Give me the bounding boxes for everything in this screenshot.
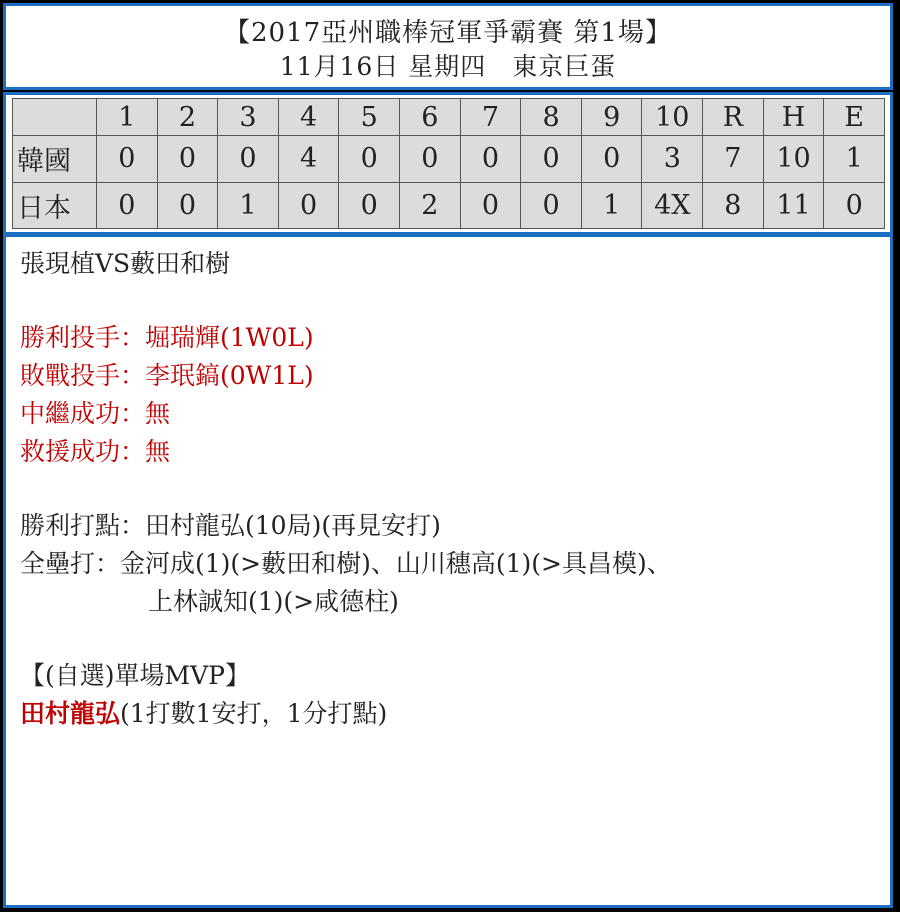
inning-score: 1 [218,182,279,228]
scoreboard-row-japan [13,182,885,228]
spacer [20,471,876,507]
scoreboard-header-row [13,99,885,136]
header-cell: 4 [278,99,339,136]
header-cell: 9 [581,99,642,136]
inning-score: 4 [278,136,339,182]
save-pitcher: 救援成功：無 [20,437,171,466]
inning-score: 0 [521,136,582,182]
header-cell: 5 [339,99,400,136]
inning-score: 0 [339,136,400,182]
mvp-heading: 【(自選)單場MVP】 [20,661,250,690]
inning-score: 0 [460,182,521,228]
inning-score: 0 [97,136,158,182]
game-summary-panel [3,234,893,908]
header-cell [13,99,97,136]
team-name: 韓國 [13,136,97,182]
header-cell: 8 [521,99,582,136]
header-errors: E [824,99,885,136]
game-date-venue: 11月16日 星期四 東京巨蛋 [279,52,617,81]
header-cell: 10 [642,99,703,136]
inning-score: 0 [400,136,461,182]
inning-score: 4X [642,182,703,228]
header-hits: H [763,99,824,136]
total-runs: 7 [703,136,764,182]
total-errors: 1 [824,136,885,182]
inning-score: 0 [157,136,218,182]
losing-pitcher: 敗戰投手：李珉鎬(0W1L) [20,361,314,390]
inning-score: 0 [339,182,400,228]
home-runs-continued: 上林誠知(1)(>咸德柱) [148,587,399,616]
header-cell: 3 [218,99,279,136]
inning-score: 0 [97,182,158,228]
scoreboard-table [12,98,885,229]
inning-score: 0 [581,136,642,182]
scoreboard-panel [3,92,893,235]
inning-score: 3 [642,136,703,182]
spacer [20,283,876,319]
inning-score: 0 [521,182,582,228]
total-errors: 0 [824,182,885,228]
scoreboard-row-korea [13,136,885,182]
inning-score: 0 [460,136,521,182]
total-hits: 10 [763,136,824,182]
hold-pitcher: 中繼成功：無 [20,399,171,428]
team-name: 日本 [13,182,97,228]
header-cell: 6 [400,99,461,136]
spacer [20,621,876,657]
inning-score: 2 [400,182,461,228]
total-runs: 8 [703,182,764,228]
header-cell: 1 [97,99,158,136]
total-hits: 11 [763,182,824,228]
home-runs: 全壘打：金河成(1)(>藪田和樹)、山川穗高(1)(>具昌模)、 [20,549,672,578]
header-runs: R [703,99,764,136]
winning-pitcher: 勝利投手：堀瑞輝(1W0L) [20,323,314,352]
mvp-name: 田村龍弘 [20,699,121,728]
inning-score: 1 [581,182,642,228]
mvp-line [20,695,876,733]
inning-score: 0 [218,136,279,182]
mvp-stats: (1打數1安打，1分打點) [120,699,388,728]
title-panel [3,3,893,90]
game-title: 【2017亞州職棒冠軍爭霸賽 第1場】 [224,18,672,48]
inning-score: 0 [157,182,218,228]
header-cell: 2 [157,99,218,136]
winning-rbi: 勝利打點：田村龍弘(10局)(再見安打) [20,511,441,540]
inning-score: 0 [278,182,339,228]
pitcher-matchup: 張現植VS藪田和樹 [20,249,231,278]
header-cell: 7 [460,99,521,136]
